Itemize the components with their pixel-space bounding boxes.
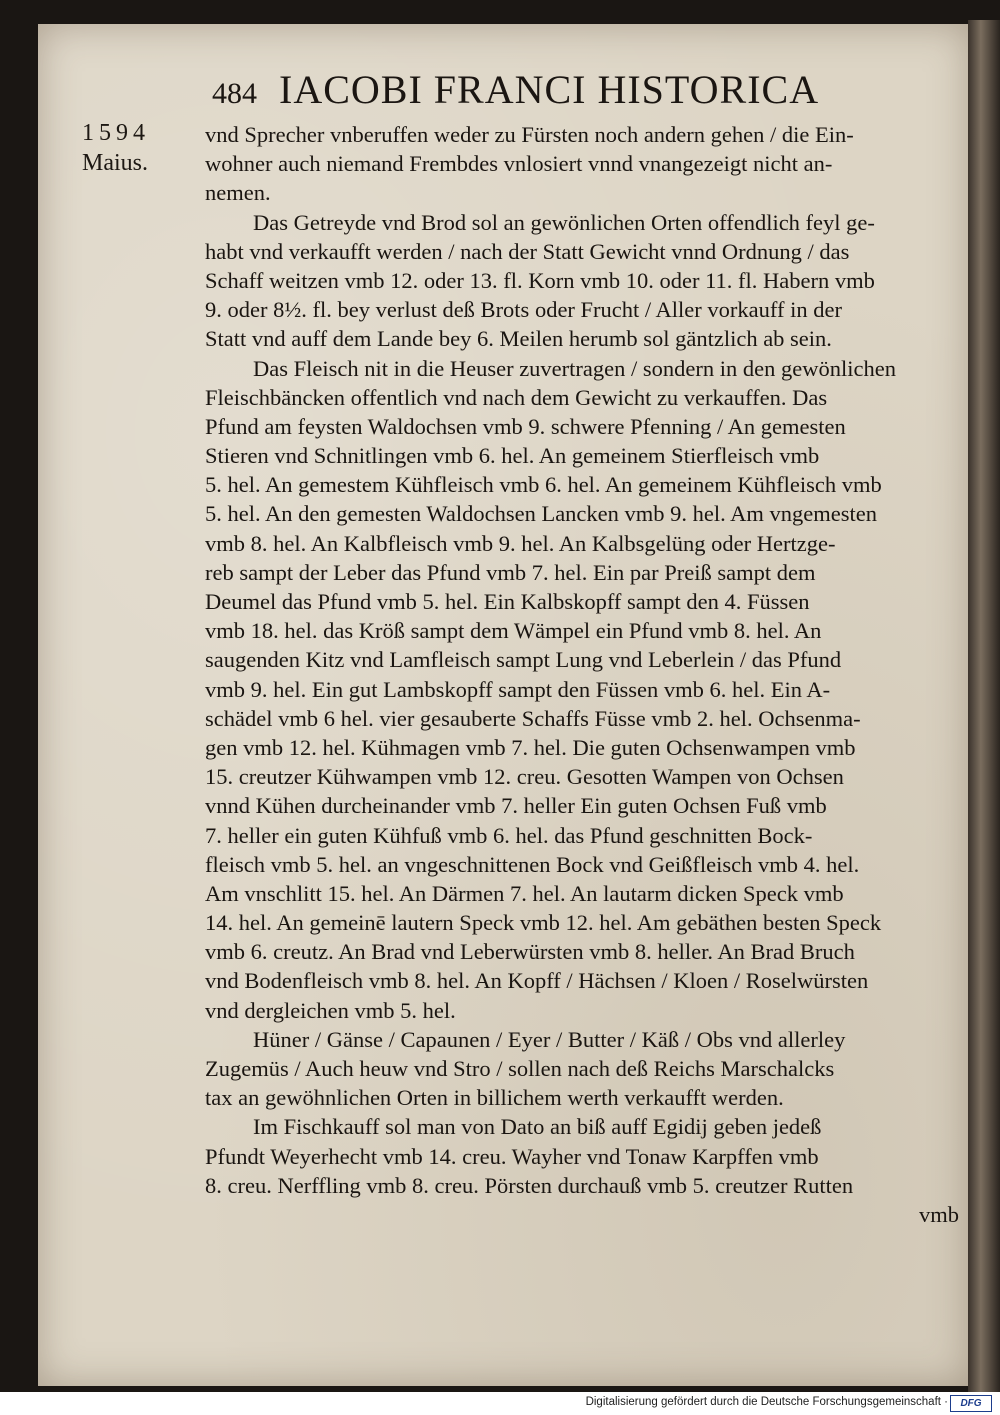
text-line: schädel vmb 6 hel. vier gesauberte Schaffs Füsse vmb 2. hel. Ochsenma-	[205, 705, 861, 731]
text-line: Fleischbäncken offentlich vnd nach dem Gewicht zu verkauffen. Das	[205, 384, 828, 410]
footer-bar	[0, 1392, 1000, 1415]
text-line: wohner auch niemand Frembdes vnlosiert vnnd vnangezeigt nicht an-	[205, 151, 833, 177]
text-line: Statt vnd auff dem Lande bey 6. Meilen herumb sol gäntzlich ab sein.	[205, 326, 832, 352]
margin-year: 1594	[82, 120, 150, 146]
text-line: 15. creutzer Kühwampen vmb 12. creu. Gesotten Wampen von Ochsen	[205, 764, 844, 790]
book-gutter	[968, 20, 1000, 1392]
body-text	[205, 120, 965, 1229]
text-line: Pfund am feysten Waldochsen vmb 9. schwere Pfenning / An gemesten	[205, 413, 846, 439]
text-line: tax an gewöhnlichen Orten in billichem werth verkaufft werden.	[205, 1085, 784, 1111]
text-line: 14. hel. An gemeinē lautern Speck vmb 12. hel. Am gebäthen besten Speck	[205, 910, 882, 936]
text-line: vmb 8. hel. An Kalbfleisch vmb 9. hel. An Kalbsgelüng oder Hertzge-	[205, 530, 836, 556]
running-head	[212, 66, 912, 113]
text-line: reb sampt der Leber das Pfund vmb 7. hel. Ein par Preiß sampt dem	[205, 559, 816, 585]
text-line: 7. heller ein guten Kühfuß vmb 6. hel. das Pfund geschnitten Bock-	[205, 822, 813, 848]
text-line: gen vmb 12. hel. Kühmagen vmb 7. hel. Die guten Ochsenwampen vmb	[205, 734, 856, 760]
text-line: habt vnd verkaufft werden / nach der Statt Gewicht vnnd Ordnung / das	[205, 238, 850, 264]
text-line: Zugemüs / Auch heuw vnd Stro / sollen nach deß Reichs Marschalcks	[205, 1056, 835, 1081]
text-line: Stieren vnd Schnitlingen vmb 6. hel. An gemeinem Stierfleisch vmb	[205, 443, 820, 469]
running-title: IACOBI FRANCI HISTORICA	[279, 67, 820, 112]
catchword: vmb	[918, 1201, 959, 1227]
text-line: Pfundt Weyerhecht vmb 14. creu. Wayher vnd Tonaw Karpffen vmb	[205, 1143, 819, 1169]
text-line: Das Getreyde vnd Brod sol an gewönlichen Orten offendlich feyl ge-	[253, 209, 875, 235]
text-line: nemen.	[205, 180, 271, 206]
text-line: Im Fischkauff sol man von Dato an biß auff Egidij geben jedeß	[253, 1114, 822, 1140]
text-line: 5. hel. An gemestem Kühfleisch vmb 6. hel. An gemeinem Kühfleisch vmb	[205, 472, 882, 498]
text-line: vmb 6. creutz. An Brad vnd Leberwürsten vmb 8. heller. An Brad Bruch	[205, 939, 855, 965]
text-line: vnd dergleichen vmb 5. hel.	[205, 997, 456, 1023]
text-line: vmb 18. hel. das Kröß sampt dem Wämpel ein Pfund vmb 8. hel. An	[205, 618, 822, 644]
text-line: 5. hel. An den gemesten Waldochsen Lancken vmb 9. hel. Am vngemesten	[205, 501, 877, 527]
dfg-logo: DFG	[950, 1395, 992, 1412]
text-line: vnd Bodenfleisch vmb 8. hel. An Kopff / Hächsen / Kloen / Roselwürsten	[205, 968, 869, 994]
text-line: fleisch vmb 5. hel. an vngeschnittenen Bock vnd Geißfleisch vmb 4. hel.	[205, 851, 860, 877]
text-line: Das Fleisch nit in die Heuser zuvertragen / sondern in den gewönlichen	[253, 355, 896, 381]
text-line: vmb 9. hel. Ein gut Lambskopff sampt den Füssen vmb 6. hel. Ein A-	[205, 676, 831, 702]
text-line: 9. oder 8½. fl. bey verlust deß Brots oder Frucht / Aller vorkauff in der	[205, 297, 842, 323]
footer-credit: Digitalisierung gefördert durch die Deutsche Forschungsgemeinschaft ·	[585, 1396, 948, 1408]
margin-note	[54, 118, 184, 178]
text-line: Deumel das Pfund vmb 5. hel. Ein Kalbskopff sampt den 4. Füssen	[205, 589, 810, 614]
text-line: vnnd Kühen durcheinander vmb 7. heller Ein guten Ochsen Fuß vmb	[205, 793, 827, 819]
text-line: Am vnschlitt 15. hel. An Därmen 7. hel. An lautarm dicken Speck vmb	[205, 880, 844, 906]
margin-month: Maius.	[82, 150, 148, 176]
text-line: 8. creu. Nerffling vmb 8. creu. Pörsten durchauß vmb 5. creutzer Rutten	[205, 1172, 854, 1198]
text-line: saugenden Kitz vnd Lamfleisch sampt Lung vnd Leberlein / das Pfund	[205, 647, 842, 673]
text-line: Schaff weitzen vmb 12. oder 13. fl. Korn vmb 10. oder 11. fl. Habern vmb	[205, 267, 875, 293]
text-line: vnd Sprecher vnberuffen weder zu Fürsten noch andern gehen / die Ein-	[205, 122, 854, 147]
text-line: Hüner / Gänse / Capaunen / Eyer / Butter / Käß / Obs vnd allerley	[253, 1026, 846, 1052]
page-number: 484	[212, 77, 257, 110]
